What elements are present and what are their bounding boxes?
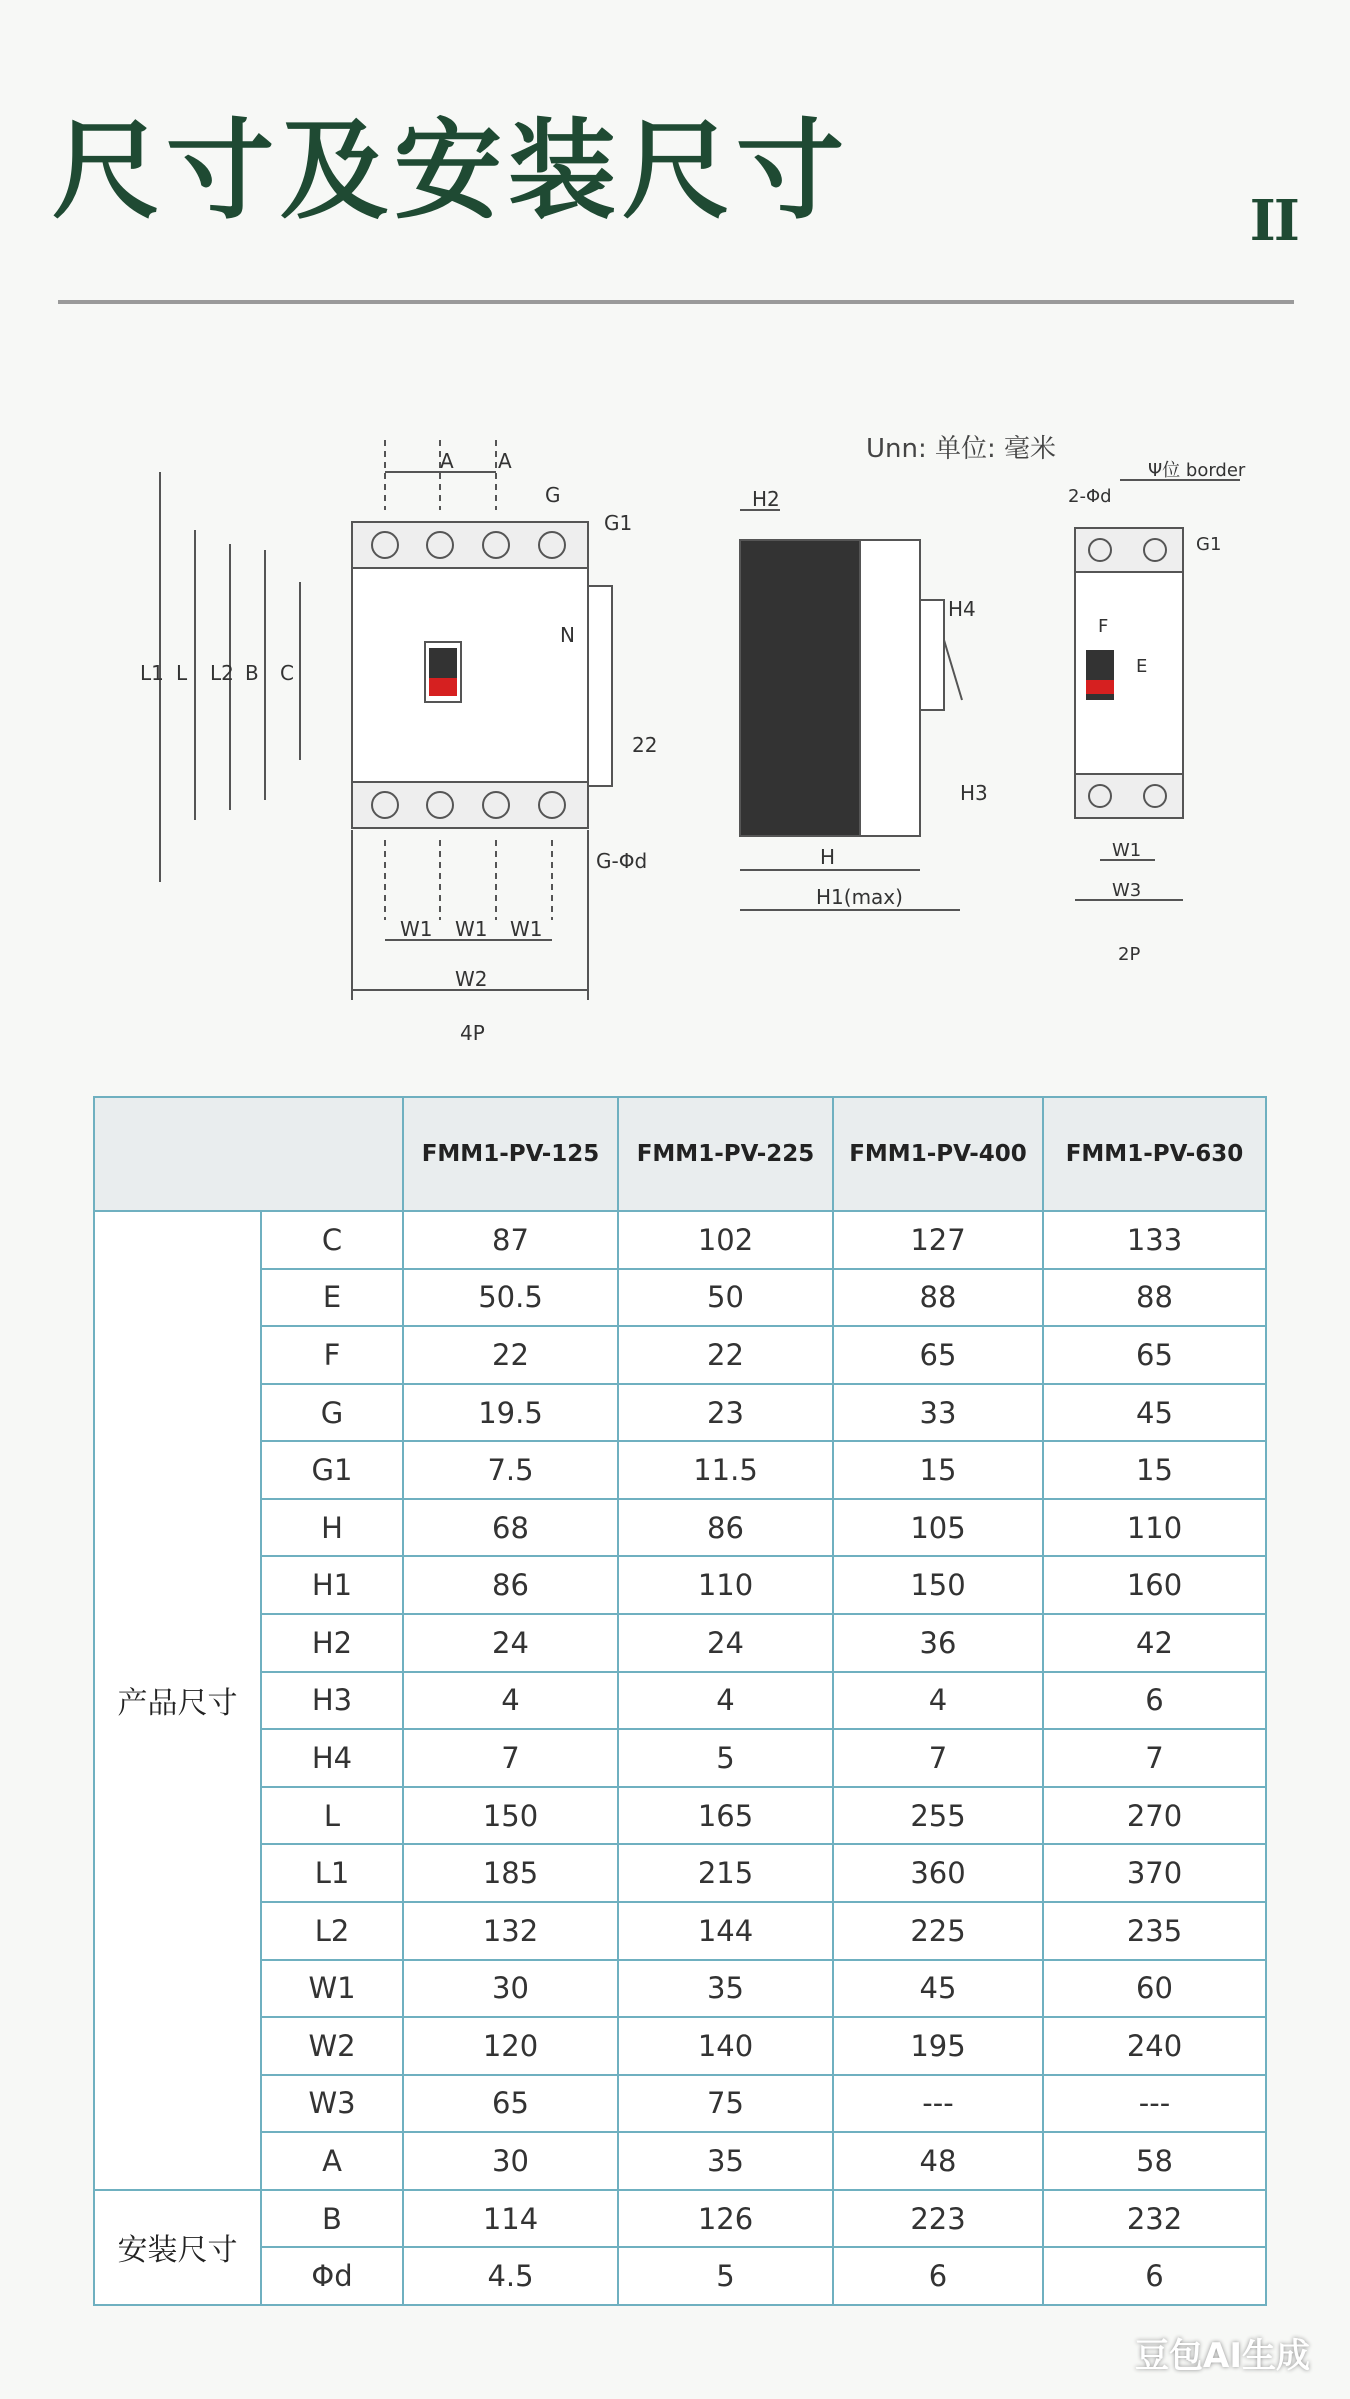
dim-g1-2p: G1 [1196, 534, 1222, 555]
value-cell: 24 [618, 1614, 833, 1672]
param-cell: Φd [261, 2247, 403, 2305]
dimension-drawing [0, 420, 1350, 1060]
value-cell: 232 [1043, 2190, 1266, 2248]
value-cell: 30 [403, 2132, 618, 2190]
value-cell: 150 [403, 1787, 618, 1845]
value-cell: 68 [403, 1499, 618, 1557]
page-title: 尺寸及安装尺寸 [52, 109, 851, 234]
dim-g: G [545, 483, 561, 507]
caption-4p: 4P [460, 1021, 485, 1045]
value-cell: 15 [833, 1441, 1043, 1499]
value-cell: 4 [618, 1672, 833, 1730]
dim-g1: G1 [604, 511, 633, 535]
section-number: II [1249, 188, 1298, 254]
value-cell: 65 [1043, 1326, 1266, 1384]
value-cell: 22 [618, 1326, 833, 1384]
value-cell: 195 [833, 2017, 1043, 2075]
side-dark-body [740, 540, 860, 836]
dim-h3: H3 [960, 781, 988, 805]
dim-h1: H1(max) [816, 885, 903, 909]
dim-h2: H2 [752, 487, 780, 511]
hole-label: G-Φd [596, 849, 648, 873]
param-cell: B [261, 2190, 403, 2248]
dim-w3: W3 [1112, 880, 1142, 901]
value-cell: 7 [1043, 1729, 1266, 1787]
value-cell: 105 [833, 1499, 1043, 1557]
param-cell: H4 [261, 1729, 403, 1787]
value-cell: 7 [403, 1729, 618, 1787]
dim-w1-a: W1 [400, 917, 433, 941]
value-cell: 35 [618, 2132, 833, 2190]
table-row [94, 2017, 1266, 2075]
value-cell: 140 [618, 2017, 833, 2075]
value-cell: 255 [833, 1787, 1043, 1845]
value-cell: 132 [403, 1902, 618, 1960]
side-view [740, 510, 962, 910]
param-cell: H [261, 1499, 403, 1557]
dim-f: F [1098, 616, 1109, 637]
title-divider [58, 300, 1294, 304]
value-cell: 4 [403, 1672, 618, 1730]
param-cell: H3 [261, 1672, 403, 1730]
value-cell: 144 [618, 1902, 833, 1960]
dim-b: B [245, 661, 259, 685]
dim-h4: H4 [948, 597, 976, 621]
table-row [94, 1499, 1266, 1557]
value-cell: --- [1043, 2075, 1266, 2133]
value-cell: 7.5 [403, 1441, 618, 1499]
caption-2p: 2P [1118, 944, 1141, 965]
value-cell: 87 [403, 1211, 618, 1269]
table-row [94, 2190, 1266, 2248]
value-cell: 110 [1043, 1499, 1266, 1557]
param-cell: F [261, 1326, 403, 1384]
dim-l: L [176, 661, 188, 685]
value-cell: 65 [403, 2075, 618, 2133]
table-row [94, 1960, 1266, 2018]
dim-a-1: A [440, 449, 454, 473]
param-cell: L1 [261, 1844, 403, 1902]
value-cell: 7 [833, 1729, 1043, 1787]
header-model: FMM1-PV-225 [618, 1097, 833, 1211]
param-cell: H1 [261, 1556, 403, 1614]
value-cell: 65 [833, 1326, 1043, 1384]
value-cell: 185 [403, 1844, 618, 1902]
header-model: FMM1-PV-125 [403, 1097, 618, 1211]
param-cell: W2 [261, 2017, 403, 2075]
value-cell: 58 [1043, 2132, 1266, 2190]
value-cell: 110 [618, 1556, 833, 1614]
front-view-4p [160, 440, 612, 1000]
label-2phid: 2-Φd [1068, 486, 1112, 507]
value-cell: 4.5 [403, 2247, 618, 2305]
table-row [94, 1269, 1266, 1327]
label-border: Ψ位 border [1148, 460, 1246, 481]
value-cell: 114 [403, 2190, 618, 2248]
table-row [94, 1614, 1266, 1672]
header-model: FMM1-PV-400 [833, 1097, 1043, 1211]
dim-w1-2p: W1 [1112, 840, 1142, 861]
value-cell: 6 [833, 2247, 1043, 2305]
param-cell: G1 [261, 1441, 403, 1499]
dim-a-2: A [498, 449, 512, 473]
value-cell: 225 [833, 1902, 1043, 1960]
dim-w1-b: W1 [455, 917, 488, 941]
value-cell: 88 [1043, 1269, 1266, 1327]
value-cell: 30 [403, 1960, 618, 2018]
value-cell: 23 [618, 1384, 833, 1442]
value-cell: 60 [1043, 1960, 1266, 2018]
table-row [94, 1441, 1266, 1499]
value-cell: --- [833, 2075, 1043, 2133]
param-cell: H2 [261, 1614, 403, 1672]
table-row [94, 1556, 1266, 1614]
dimension-table [93, 1096, 1267, 2306]
value-cell: 35 [618, 1960, 833, 2018]
value-cell: 45 [1043, 1384, 1266, 1442]
value-cell: 370 [1043, 1844, 1266, 1902]
value-cell: 120 [403, 2017, 618, 2075]
header-model: FMM1-PV-630 [1043, 1097, 1266, 1211]
bottom-terminals [352, 782, 588, 828]
value-cell: 235 [1043, 1902, 1266, 1960]
param-cell: L2 [261, 1902, 403, 1960]
value-cell: 11.5 [618, 1441, 833, 1499]
value-cell: 102 [618, 1211, 833, 1269]
value-cell: 86 [403, 1556, 618, 1614]
table-row [94, 2075, 1266, 2133]
dim-l1: L1 [140, 661, 164, 685]
table-row [94, 2132, 1266, 2190]
label-n: N [560, 623, 575, 647]
table-body [94, 1097, 1266, 2305]
dim-w1-c: W1 [510, 917, 543, 941]
param-cell: E [261, 1269, 403, 1327]
dim-e: E [1136, 656, 1148, 677]
value-cell: 24 [403, 1614, 618, 1672]
dim-h: H [820, 845, 836, 869]
value-cell: 45 [833, 1960, 1043, 2018]
value-cell: 223 [833, 2190, 1043, 2248]
table-row [94, 1211, 1266, 1269]
param-cell: A [261, 2132, 403, 2190]
dim-l2: L2 [210, 661, 234, 685]
value-cell: 19.5 [403, 1384, 618, 1442]
handle [429, 648, 457, 678]
watermark: 豆包AI生成 [1135, 2336, 1310, 2376]
value-cell: 160 [1043, 1556, 1266, 1614]
value-cell: 360 [833, 1844, 1043, 1902]
handle-red [429, 678, 457, 696]
value-cell: 270 [1043, 1787, 1266, 1845]
value-cell: 240 [1043, 2017, 1266, 2075]
header-blank [94, 1097, 403, 1211]
value-cell: 48 [833, 2132, 1043, 2190]
value-cell: 126 [618, 2190, 833, 2248]
value-cell: 150 [833, 1556, 1043, 1614]
value-cell: 88 [833, 1269, 1043, 1327]
dim-c: C [280, 661, 294, 685]
value-cell: 50 [618, 1269, 833, 1327]
param-cell: C [261, 1211, 403, 1269]
top-terminals [352, 522, 588, 568]
value-cell: 86 [618, 1499, 833, 1557]
value-cell: 42 [1043, 1614, 1266, 1672]
table-row [94, 1902, 1266, 1960]
value-cell: 5 [618, 2247, 833, 2305]
group-label: 产品尺寸 [94, 1211, 261, 2190]
param-cell: W1 [261, 1960, 403, 2018]
unit-note: Unn: 单位: 毫米 [866, 434, 1057, 464]
param-cell: W3 [261, 2075, 403, 2133]
value-cell: 22 [403, 1326, 618, 1384]
value-cell: 6 [1043, 1672, 1266, 1730]
table-row [94, 1672, 1266, 1730]
table-row [94, 1844, 1266, 1902]
table-row [94, 1729, 1266, 1787]
value-cell: 133 [1043, 1211, 1266, 1269]
table-row [94, 1384, 1266, 1442]
value-cell: 15 [1043, 1441, 1266, 1499]
value-cell: 75 [618, 2075, 833, 2133]
value-cell: 165 [618, 1787, 833, 1845]
param-cell: L [261, 1787, 403, 1845]
value-cell: 36 [833, 1614, 1043, 1672]
table-row [94, 2247, 1266, 2305]
value-cell: 50.5 [403, 1269, 618, 1327]
table-row [94, 1787, 1266, 1845]
dim-22: 22 [632, 733, 658, 757]
value-cell: 33 [833, 1384, 1043, 1442]
value-cell: 5 [618, 1729, 833, 1787]
value-cell: 127 [833, 1211, 1043, 1269]
value-cell: 215 [618, 1844, 833, 1902]
dim-w2: W2 [455, 967, 488, 991]
param-cell: G [261, 1384, 403, 1442]
value-cell: 4 [833, 1672, 1043, 1730]
table-row [94, 1326, 1266, 1384]
table-header-row [94, 1097, 1266, 1211]
value-cell: 6 [1043, 2247, 1266, 2305]
group-label: 安装尺寸 [94, 2190, 261, 2305]
